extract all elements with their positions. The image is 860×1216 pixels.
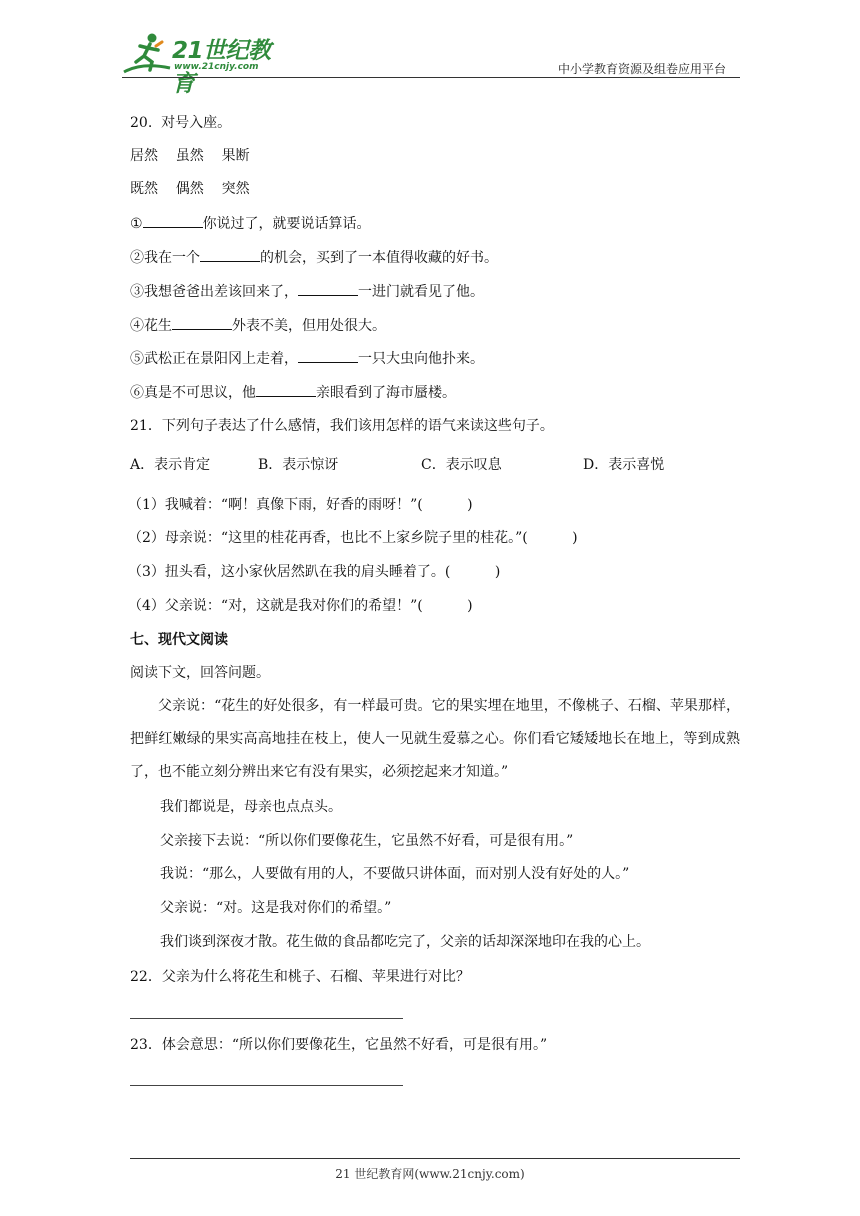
- q21-item: （2）母亲说：“这里的桂花再香，也比不上家乡院子里的桂花。”( ): [128, 530, 578, 546]
- q20-words-row2: 既然 偶然 突然: [130, 181, 250, 197]
- logo-url: www.21cnjy.com: [174, 62, 259, 72]
- q20-item-pre: ①: [130, 216, 143, 232]
- q20-item-post: 一进门就看见了他。: [358, 284, 484, 300]
- q21-item: （4）父亲说：“对，这就是我对你们的希望！”( ): [128, 598, 473, 614]
- q20-item-pre: ⑤武松正在景阳冈上走着，: [130, 351, 298, 367]
- q20-item-post: 外表不美，但用处很大。: [232, 318, 386, 334]
- q21-item: （1）我喊着：“啊！真像下雨，好香的雨呀！”( ): [128, 497, 473, 513]
- section7-title: 七、现代文阅读: [130, 632, 228, 648]
- passage-line: 我们谈到深夜才散。花生做的食品都吃完了，父亲的话却深深地印在我的心上。: [160, 934, 650, 950]
- q23-answer-line[interactable]: [130, 1085, 403, 1086]
- q22-title: 22．父亲为什么将花生和桃子、石榴、苹果进行对比？: [130, 969, 470, 985]
- q20-item: [130, 315, 386, 336]
- q23-title: 23．体会意思：“所以你们要像花生，它虽然不好看，可是很有用。”: [130, 1037, 548, 1053]
- q20-item-post: 的机会，买到了一本值得收藏的好书。: [260, 250, 498, 266]
- header-divider: [122, 77, 740, 78]
- running-figure-icon: [122, 32, 174, 78]
- q20-item-post: 你说过了，就要说话算话。: [202, 216, 371, 232]
- q20-item: [130, 213, 371, 234]
- q20-words-row1: 居然 虽然 果断: [130, 148, 250, 164]
- page-footer: 21 世纪教育网(www.21cnjy.com): [335, 1167, 525, 1181]
- q21-item: （3）扭头看，这小家伙居然趴在我的肩头睡着了。( ): [128, 564, 501, 580]
- passage-line: 父亲接下去说：“所以你们要像花生，它虽然不好看，可是很有用。”: [160, 833, 574, 849]
- q20-item: [130, 382, 456, 403]
- q21-option-a: A．表示肯定: [130, 457, 211, 473]
- header-platform-text: 中小学教育资源及组卷应用平台: [557, 62, 726, 76]
- q20-item-pre: ④花生: [130, 318, 172, 334]
- q21-option-b: B．表示惊讶: [258, 457, 339, 473]
- q20-item-pre: ③我想爸爸出差该回来了，: [130, 284, 298, 300]
- logo-title: 21世纪教育: [172, 38, 271, 97]
- q20-item-pre: ②我在一个: [130, 250, 200, 266]
- passage-line: 我说：“那么，人要做有用的人，不要做只讲体面，而对别人没有好处的人。”: [160, 866, 630, 882]
- section7-instruction: 阅读下文，回答问题。: [130, 665, 270, 681]
- q20-title: 20. 对号入座。: [130, 115, 232, 131]
- fill-blank[interactable]: [143, 213, 203, 228]
- passage-line: 我们都说是，母亲也点点头。: [160, 799, 342, 815]
- q20-item: [130, 281, 484, 302]
- passage-line: 父亲说：“对。这是我对你们的希望。”: [160, 900, 392, 916]
- q20-item: [130, 247, 498, 268]
- passage-paragraph: 父亲说：“花生的好处很多，有一样最可贵。它的果实埋在地里，不像桃子、石榴、苹果那样，把鲜红嫩绿的果实高高地挂在枝上，使人一见就生爱慕之心。你们看它矮矮地长在地上，等到成熟了，也不能立刻分辨出来它有没有果实，必须挖起来才知道。”: [130, 698, 740, 780]
- q20-item-post: 一只大虫向他扑来。: [358, 351, 484, 367]
- q22-answer-line[interactable]: [130, 1018, 403, 1019]
- fill-blank[interactable]: [298, 348, 358, 363]
- fill-blank[interactable]: [172, 315, 232, 330]
- q20-item: [130, 348, 484, 369]
- q21-title: 21．下列句子表达了什么感情，我们该用怎样的语气来读这些句子。: [130, 418, 554, 434]
- site-logo[interactable]: [122, 30, 292, 97]
- q21-option-c: C．表示叹息: [421, 457, 502, 473]
- q20-item-post: 亲眼看到了海市蜃楼。: [316, 385, 456, 401]
- fill-blank[interactable]: [298, 281, 358, 296]
- page-header: [122, 30, 740, 97]
- q20-item-pre: ⑥真是不可思议，他: [130, 385, 256, 401]
- fill-blank[interactable]: [200, 247, 260, 262]
- q21-option-d: D．表示喜悦: [583, 457, 665, 473]
- footer-divider: [130, 1158, 740, 1159]
- fill-blank[interactable]: [256, 382, 316, 397]
